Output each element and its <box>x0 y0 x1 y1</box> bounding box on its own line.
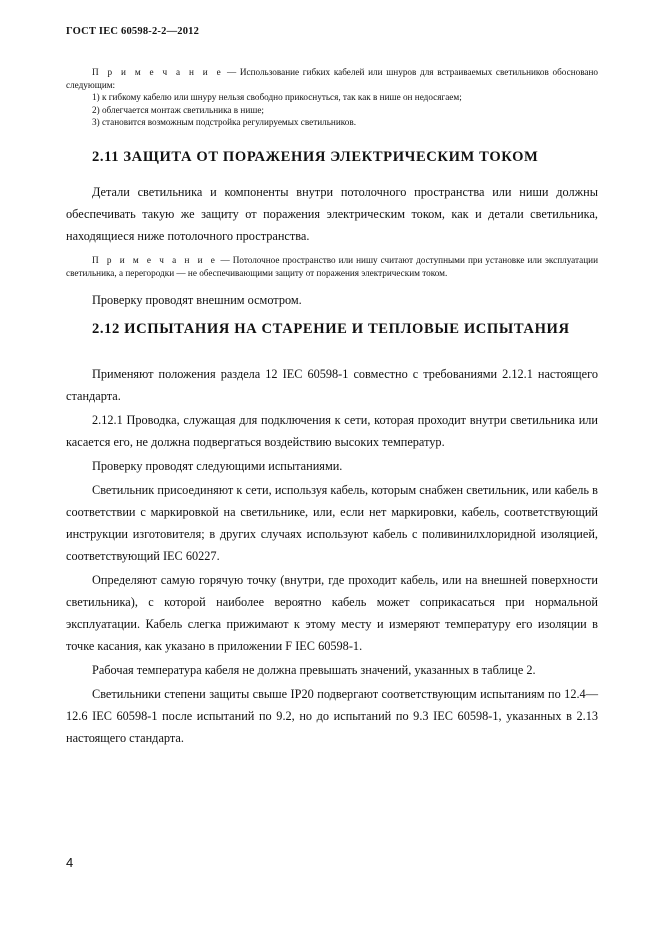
paragraph: Светильники степени защиты свыше IP20 подвергают соответствующим испытаниям по 12.4—12.6 IEC 60598-1 после испытаний по 9.2, но до испытаний по 9.3 IEC 60598-1, указанных в 2.13 настоящего стандарта. <box>66 687 598 745</box>
paragraph: Светильник присоединяют к сети, используя кабель, которым снабжен светильник, или кабель в соответствии с маркировкой на светильнике, или, если нет маркировки, кабель, соответствующий инструкции изготовителя; в других случаях используют кабель с поливинилхлоридной изоляцией, соответствующий IEC 60227. <box>66 483 598 563</box>
section-heading-2-12: 2.12 ИСПЫТАНИЯ НА СТАРЕНИЕ И ТЕПЛОВЫЕ ИСПЫТАНИЯ <box>92 321 570 337</box>
paragraph: Применяют положения раздела 12 IEC 60598-1 совместно с требованиями 2.12.1 настоящего стандарта. <box>66 367 598 403</box>
note-top <box>66 66 598 129</box>
note-2-11-text <box>66 254 598 279</box>
page-number: 4 <box>66 855 74 870</box>
document-header: ГОСТ IEC 60598-2-2—2012 <box>66 26 200 37</box>
section-2-12-body <box>66 363 598 751</box>
note-label: П р и м е ч а н и е <box>92 255 218 265</box>
section-2-11-body <box>66 181 598 249</box>
section-2-11-check <box>66 289 598 313</box>
note-item: 3) становится возможным подстройка регулируемых светильников. <box>92 117 356 128</box>
note-item: 1) к гибкому кабелю или шнуру нельзя свободно прикоснуться, так как в нише он недосягаем; <box>92 92 462 103</box>
note-2-11 <box>66 254 598 279</box>
paragraph: Рабочая температура кабеля не должна превышать значений, указанных в таблице 2. <box>92 663 536 677</box>
section-heading-2-11: 2.11 ЗАЩИТА ОТ ПОРАЖЕНИЯ ЭЛЕКТРИЧЕСКИМ ТОКОМ <box>92 149 539 165</box>
note-item: 2) облегчается монтаж светильника в нише; <box>92 104 264 115</box>
paragraph: Проверку проводят внешним осмотром. <box>92 293 302 307</box>
note-text: Использование гибких кабелей или шнуров для встраиваемых светильников обосновано следующим: <box>66 67 599 90</box>
paragraph: Определяют самую горячую точку (внутри, где проходит кабель, или на внешней поверхности светильника), с которой наиболее вероятно кабель может соприкасаться при нормальной эксплуатации. Кабель слегка прижимают к этому месту и измеряют температуру его изоляции в точке касания, как указано в приложении F IEC 60598-1. <box>66 573 598 653</box>
note-label: П р и м е ч а н и е <box>92 67 224 77</box>
note-top-intro <box>66 66 598 91</box>
note-dash: — <box>226 67 237 77</box>
note-dash: — <box>220 255 230 265</box>
note-text: Потолочное пространство или нишу считают доступными при установке или эксплуатации светильника, а перегородки — не обеспечивающими защиту от поражения электрическим током. <box>66 255 598 278</box>
paragraph: Проверку проводят следующими испытаниями. <box>92 459 343 473</box>
paragraph: 2.12.1 Проводка, служащая для подключения к сети, которая проходит внутри светильника или касается его, не должна подвергаться воздействию высоких температур. <box>66 413 598 449</box>
paragraph: Детали светильника и компоненты внутри потолочного пространства или ниши должны обеспечивать такую же защиту от поражения электрическим током, как и детали светильника, находящиеся ниже потолочного пространства. <box>66 185 598 243</box>
